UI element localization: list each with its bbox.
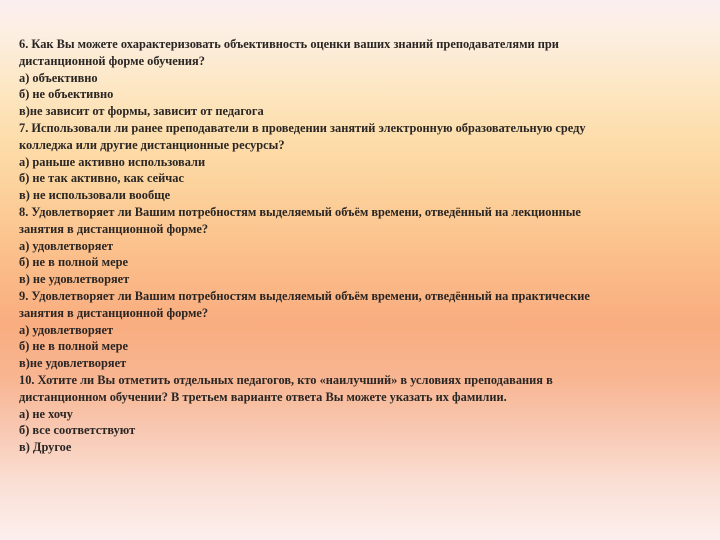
question-7-option-a: а) раньше активно использовали	[19, 154, 206, 169]
question-10-text-line-1: 10. Хотите ли Вы отметить отдельных педагогов, кто «наилучший» в условиях преподавания в	[19, 372, 553, 387]
question-8-text-line-1: 8. Удовлетворяет ли Вашим потребностям выделяемый объём времени, отведённый на лекционные	[19, 204, 581, 219]
question-8-option-c: в) не удовлетворяет	[19, 272, 130, 287]
survey-text-block	[19, 36, 699, 456]
question-7-option-c: в) не использовали вообще	[19, 188, 171, 203]
question-8-option-a: а) удовлетворяет	[19, 238, 114, 253]
question-6-text-line-2: дистанционной форме обучения?	[19, 53, 205, 68]
question-7-option-b: б) не так активно, как сейчас	[19, 171, 184, 186]
question-7-text-line-1: 7. Использовали ли ранее преподаватели в проведении занятий электронную образовательную среду	[19, 120, 586, 135]
question-6-option-a: а) объективно	[19, 70, 98, 85]
question-9-option-b: б) не в полной мере	[19, 339, 128, 354]
question-9-text-line-2: занятия в дистанционной форме?	[19, 305, 209, 320]
question-9-option-c: в)не удовлетворяет	[19, 356, 127, 371]
question-6-option-b: б) не объективно	[19, 87, 114, 102]
question-8-text-line-2: занятия в дистанционной форме?	[19, 221, 209, 236]
question-7-text-line-2: колледжа или другие дистанционные ресурсы?	[19, 137, 285, 152]
question-9-text-line-1: 9. Удовлетворяет ли Вашим потребностям выделяемый объём времени, отведённый на практические	[19, 288, 590, 303]
question-10-text-line-2: дистанционном обучении? В третьем варианте ответа Вы можете указать их фамилии.	[19, 389, 507, 404]
question-9-option-a: а) удовлетворяет	[19, 322, 114, 337]
question-8-option-b: б) не в полной мере	[19, 255, 128, 270]
question-10-option-a: а) не хочу	[19, 406, 73, 421]
question-10-option-c: в) Другое	[19, 440, 72, 455]
question-10-option-b: б) все соответствуют	[19, 423, 136, 438]
question-6-text-line-1: 6. Как Вы можете охарактеризовать объективность оценки ваших знаний преподавателями при	[19, 37, 559, 51]
question-6-option-c: в)не зависит от формы, зависит от педагога	[19, 104, 264, 119]
